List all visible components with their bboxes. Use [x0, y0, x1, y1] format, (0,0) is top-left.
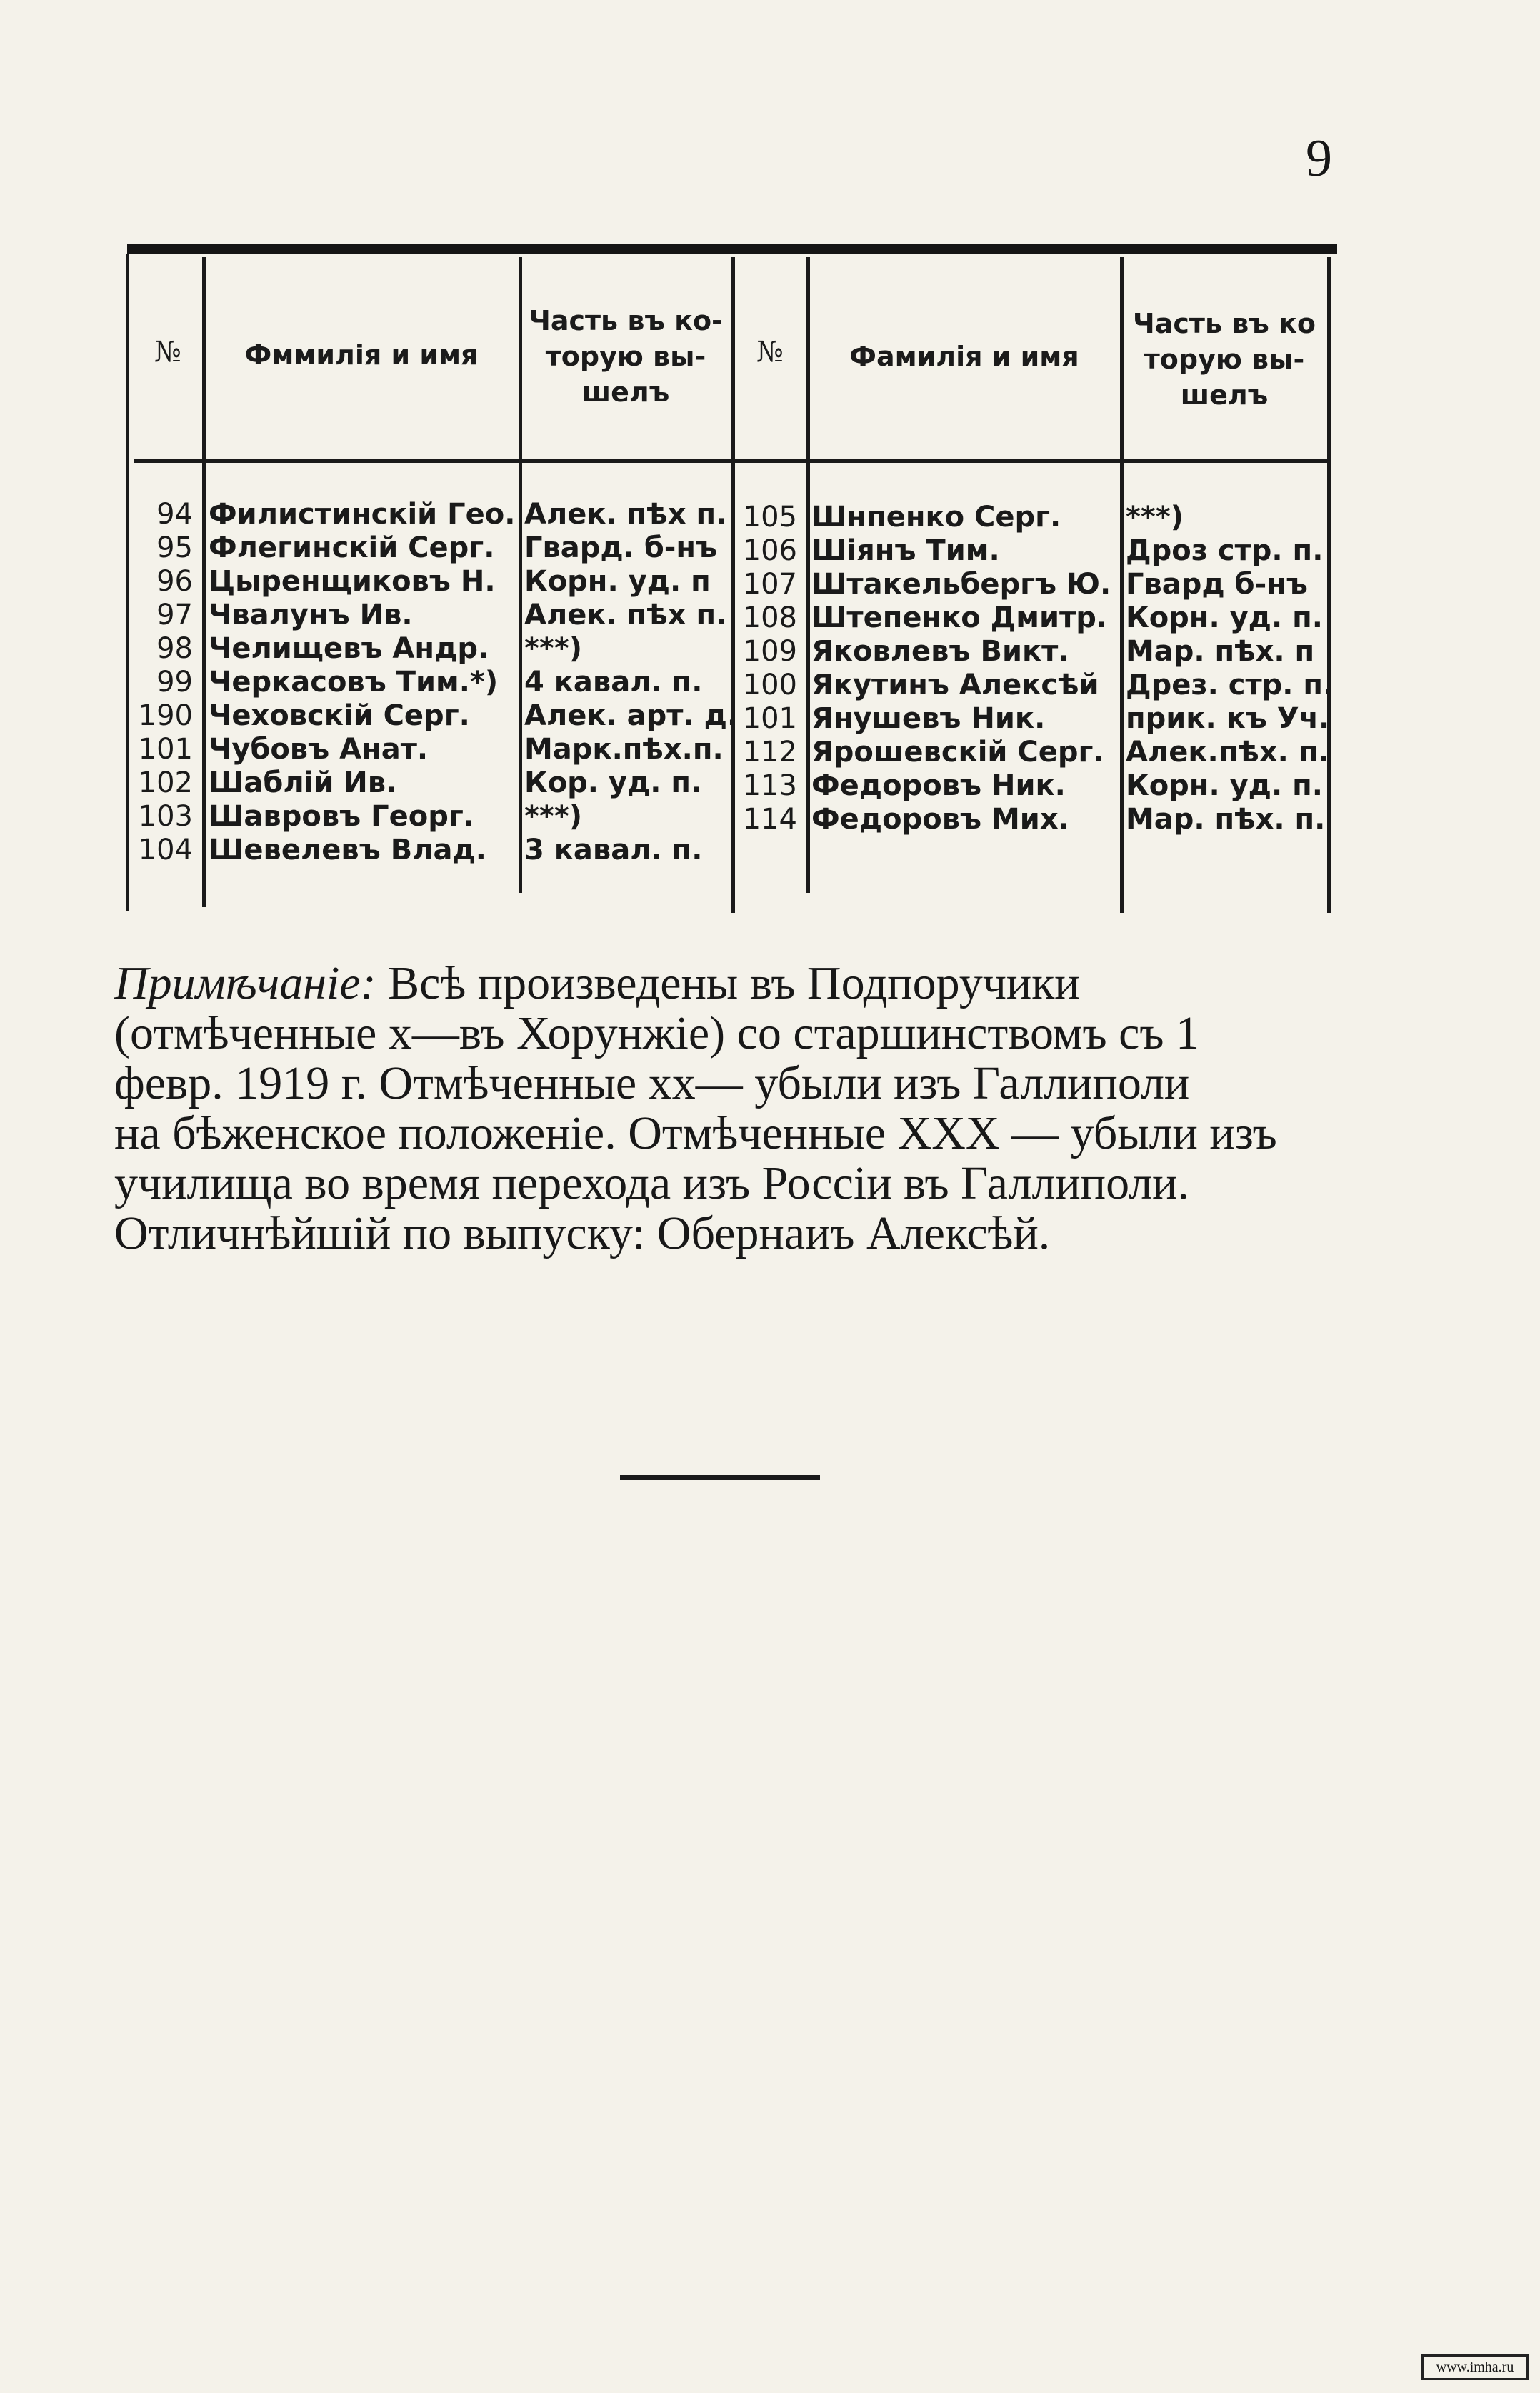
row-unit: Марк.пѣх.п.: [524, 733, 724, 766]
row-name: Шіянъ Тим.: [811, 534, 1000, 567]
row-number: 108: [742, 601, 797, 634]
row-number: 101: [742, 702, 797, 735]
row-name: Федоровъ Мих.: [811, 803, 1069, 836]
row-name: Яковлевъ Викт.: [811, 635, 1069, 668]
row-unit: Кор. уд. п.: [524, 766, 702, 799]
row-name: Шнпенко Серг.: [811, 501, 1061, 534]
row-number: 107: [742, 568, 797, 601]
row-number: 100: [742, 669, 797, 701]
row-name: Цыренщиковъ Н.: [209, 565, 496, 598]
row-unit: ***): [524, 800, 583, 833]
row-unit: 4 кавал. п.: [524, 666, 703, 699]
row-number: 104: [138, 834, 193, 866]
table-top-rule: [127, 244, 1337, 254]
note-line: Отличнѣйшій по выпуску: Обернаиъ Алексѣй.: [114, 1207, 1051, 1259]
note-line: училища во время перехода изъ Россіи въ Галлиполи.: [114, 1157, 1189, 1209]
section-divider: [620, 1475, 820, 1480]
row-unit: Гвард б-нъ: [1126, 568, 1308, 601]
row-number: 114: [742, 803, 797, 836]
row-number: 96: [156, 565, 193, 598]
row-number: 102: [138, 766, 193, 799]
row-unit: Алек. арт. д.: [524, 699, 739, 732]
row-number: 101: [138, 733, 193, 766]
watermark-stamp: www.imha.ru: [1421, 2354, 1529, 2380]
row-name: Шевелевъ Влад.: [209, 834, 486, 866]
row-unit: ***): [1126, 501, 1184, 534]
row-unit: Корн. уд. п: [524, 565, 711, 598]
header-number-right: №: [756, 336, 784, 369]
page-number: 9: [1306, 129, 1332, 188]
row-name: Штепенко Дмитр.: [811, 601, 1108, 634]
row-name: Чубовъ Анат.: [209, 733, 429, 766]
row-name: Черкасовъ Тим.*): [209, 666, 499, 699]
row-name: Ярошевскій Серг.: [811, 736, 1104, 769]
row-number: 112: [742, 736, 797, 769]
col-divider: [731, 257, 735, 913]
header-number-left: №: [154, 336, 181, 369]
note-line: (отмѣченные х—въ Хорунжіе) со старшинствомъ съ 1: [114, 1007, 1200, 1059]
row-name: Штакельбергъ Ю.: [811, 568, 1111, 601]
row-name: Федоровъ Ник.: [811, 769, 1066, 802]
col-divider: [202, 257, 206, 907]
row-name: Челищевъ Андр.: [209, 632, 489, 665]
header-unit-right: Часть въ ко торую вы- шелъ: [1133, 308, 1316, 411]
row-unit: прик. къ Уч.: [1126, 702, 1330, 735]
header-name-left: Фммилія и имя: [244, 339, 479, 371]
row-number: 99: [156, 666, 193, 699]
row-name: Шавровъ Георг.: [209, 800, 474, 833]
row-number: 113: [742, 769, 797, 802]
row-number: 95: [156, 531, 193, 564]
note-label: Примѣчаніе:: [114, 957, 376, 1009]
row-name: Филистинскій Гео.: [209, 498, 516, 531]
header-name-right: Фамилія и имя: [849, 341, 1079, 372]
row-number: 190: [138, 699, 193, 732]
row-unit: Дроз стр. п.: [1126, 534, 1324, 567]
row-number: 105: [742, 501, 797, 534]
note-line: Примѣчаніе: Всѣ произведены въ Подпоручики: [114, 957, 1080, 1009]
row-unit: Мар. пѣх. п.: [1126, 803, 1326, 836]
row-name: Чеховскій Серг.: [209, 699, 470, 732]
row-unit: 3 кавал. п.: [524, 834, 703, 866]
row-number: 109: [742, 635, 797, 668]
row-unit: Гвард. б-нъ: [524, 531, 718, 564]
note-line: февр. 1919 г. Отмѣченные хх— убыли изъ Галлиполи: [114, 1057, 1190, 1109]
header-unit-left: Часть въ ко- торую вы- шелъ: [529, 305, 723, 408]
row-unit: ***): [524, 632, 583, 665]
row-name: Чвалунъ Ив.: [209, 599, 413, 631]
row-unit: Алек. пѣх п.: [524, 498, 727, 531]
row-number: 97: [156, 599, 193, 631]
table-border-right: [1327, 257, 1331, 913]
row-number: 103: [138, 800, 193, 833]
row-unit: Алек. пѣх п.: [524, 599, 727, 631]
row-unit: Корн. уд. п.: [1126, 769, 1323, 802]
row-number: 106: [742, 534, 797, 567]
row-unit: Мар. пѣх. п: [1126, 635, 1315, 668]
row-number: 98: [156, 632, 193, 665]
row-name: Флегинскій Серг.: [209, 531, 495, 564]
note-paragraph: [114, 959, 1336, 1259]
row-name: Якутинъ Алексѣй: [811, 669, 1099, 701]
row-unit: Алек.пѣх. п.: [1126, 736, 1329, 769]
row-name: Шаблій Ив.: [209, 766, 397, 799]
row-unit: Дрез. стр. п.: [1126, 669, 1334, 701]
row-unit: Корн. уд. п.: [1126, 601, 1323, 634]
row-name: Янушевъ Ник.: [811, 702, 1046, 735]
note-line: на бѣженское положеніе. Отмѣченные XXX — убыли изъ: [114, 1107, 1277, 1159]
row-number: 94: [156, 498, 193, 531]
